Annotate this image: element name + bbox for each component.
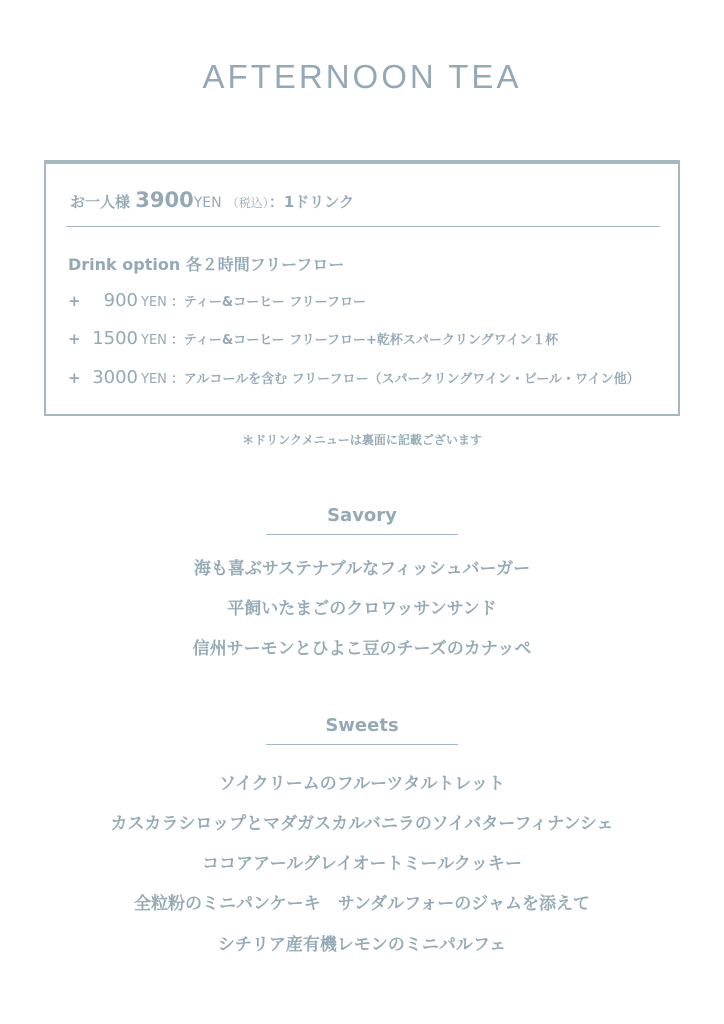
option-unit: YEN (141, 372, 167, 387)
sweets-item: ココアアールグレイオートミールクッキー (202, 854, 522, 874)
price-unit: YEN (193, 195, 222, 211)
drink-option-row (68, 290, 366, 311)
plus-sign: + (68, 369, 81, 387)
price-box (44, 160, 680, 416)
option-amount: 1500 (92, 328, 138, 349)
option-amount: 3000 (92, 367, 138, 388)
plus-sign: + (68, 330, 81, 348)
savory-item: 海も喜ぶサステナブルなフィッシュバーガー (193, 559, 531, 579)
price-prefix: お一人様 (70, 193, 136, 211)
option-unit: YEN (141, 333, 167, 348)
sweets-heading: Sweets (325, 715, 399, 736)
sweets-item: ソイクリームのフルーツタルトレット (218, 774, 506, 794)
savory-item: 平飼いたまごのクロワッサンサンド (227, 599, 497, 619)
option-desc: ：ティー&コーヒー フリーフロー+乾杯スパークリングワイン１杯 (170, 333, 559, 348)
option-unit: YEN (141, 295, 167, 310)
savory-item: 信州サーモンとひよこ豆のチーズのカナッペ (192, 639, 532, 659)
divider (66, 226, 660, 227)
drink-option-row (68, 367, 640, 388)
drink-option-row (68, 328, 558, 349)
sweets-item: カスカラシロップとマダガスカルバニラのソイバターフィナンシェ (110, 814, 614, 834)
price-tax: （税込） (226, 196, 269, 210)
plus-sign: + (68, 292, 81, 310)
price-amount: 3900 (135, 188, 194, 212)
price-suffix: ：1ドリンク (268, 193, 354, 211)
option-amount: 900 (103, 290, 138, 311)
savory-rule (266, 534, 458, 535)
option-desc: ：アルコールを含む フリーフロー（スパークリングワイン・ビール・ワイン他） (170, 372, 640, 387)
option-desc: ：ティー&コーヒー フリーフロー (170, 295, 367, 310)
sweets-item: 全粒粉のミニパンケーキ サンダルフォーのジャムを添えて (134, 894, 590, 914)
sweets-rule (266, 744, 458, 745)
sweets-item: シチリア産有機レモンのミニパルフェ (217, 935, 507, 955)
savory-heading: Savory (327, 505, 397, 526)
page-title: AFTERNOON TEA (202, 58, 522, 95)
drink-option-heading: Drink option 各２時間フリーフロー (68, 255, 345, 274)
base-price (70, 188, 354, 212)
drink-menu-note: ＊ドリンクメニューは裏面に記載ございます (242, 433, 482, 447)
